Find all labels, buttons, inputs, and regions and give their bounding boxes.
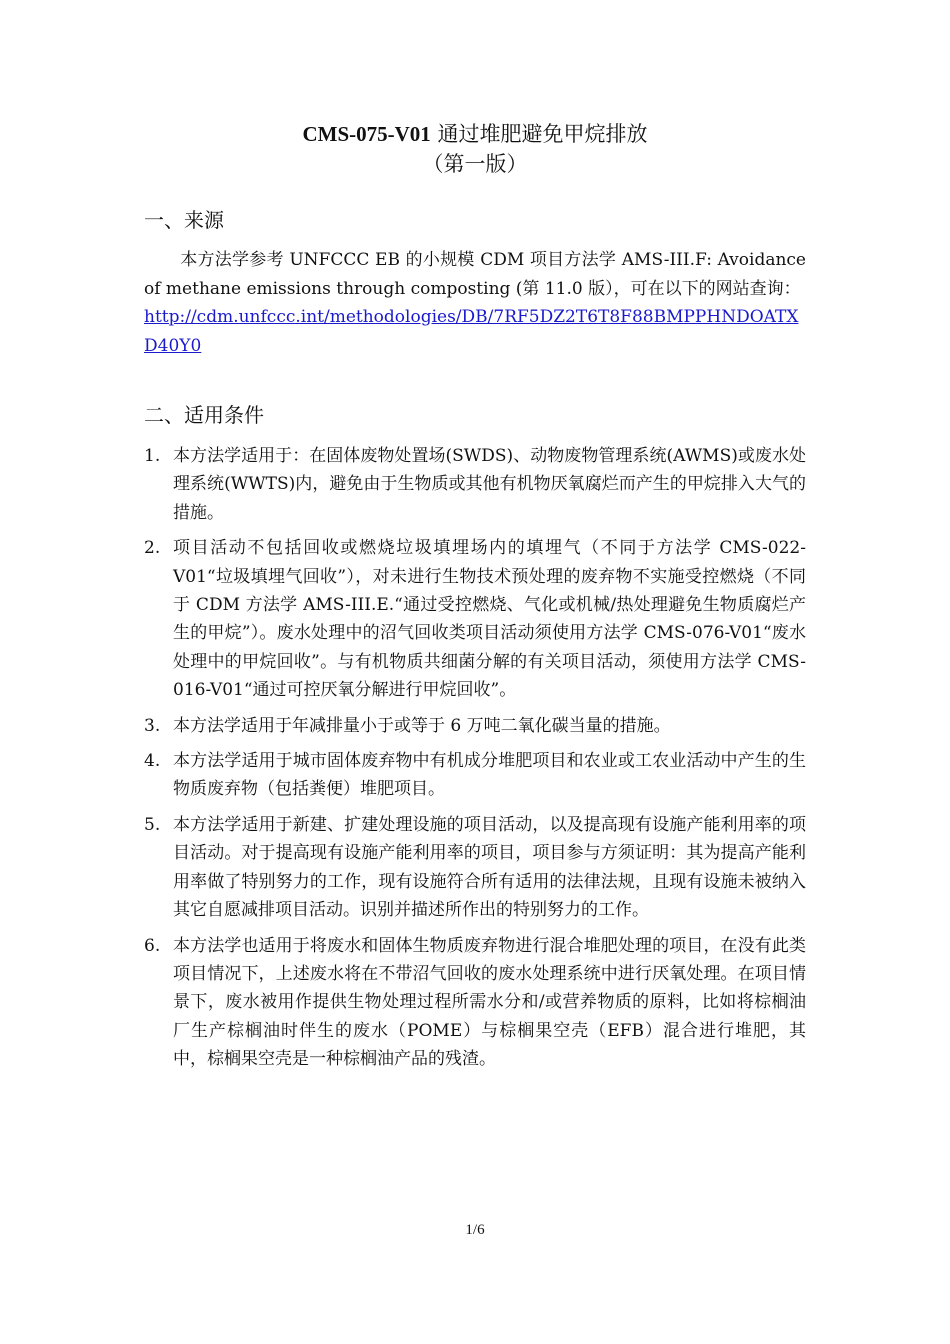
title-text: 通过堆肥避免甲烷排放 bbox=[437, 122, 648, 146]
page-subtitle: （第一版） bbox=[422, 152, 528, 176]
page-title bbox=[0, 119, 950, 149]
page-number: 1/6 bbox=[465, 1222, 485, 1238]
item-text: 本方法学适用于年减排量小于或等于 6 万吨二氧化碳当量的措施。 bbox=[173, 715, 671, 736]
item-text: 本方法学也适用于将废水和固体生物质废弃物进行混合堆肥处理的项目，在没有此类项目情况下，上述废水将在不带沼气回收的废水处理系统中进行厌氧处理。在项目情景下，废水被用作提供生物处理过程所需水分和/或营养物质的原料，比如将棕榈油厂生产棕榈油时伴生的废水（POME）与棕榈果空壳（EFB）混合进行堆肥，其中，棕榈果空壳是一种棕榈油产品的残渣。 bbox=[173, 935, 806, 1070]
applicability-list bbox=[144, 442, 806, 1081]
item-number: 5. bbox=[144, 814, 161, 835]
item-number: 4. bbox=[144, 751, 161, 772]
section-heading-applicability: 二、适用条件 bbox=[144, 403, 264, 427]
item-number: 6. bbox=[144, 935, 161, 956]
item-text: 本方法学适用于新建、扩建处理设施的项目活动，以及提高现有设施产能利用率的项目活动。对于提高现有设施产能利用率的项目，项目参与方须证明：其为提高产能利用率做了特别努力的工作，现有设施符合所有适用的法律法规，且现有设施未被纳入其它自愿减排项目活动。识别并描述所作出的特别努力的工作。 bbox=[173, 814, 806, 921]
list-item bbox=[144, 712, 806, 740]
list-item bbox=[144, 534, 806, 704]
item-text: 项目活动不包括回收或燃烧垃圾填埋场内的填埋气（不同于方法学 CMS-022-V01“垃圾填埋气回收”），对未进行生物技术预处理的废弃物不实施受控燃烧（不同于 CDM 方法学 AMS-III.E.“通过受控燃烧、气化或机械/热处理避免生物质腐烂产生的甲烷”）。废水处理中的沼气回收类项目活动须使用方法学 CMS-076-V01“废水处理中的甲烷回收”。与有机物质共细菌分解的有关项目活动，须使用方法学 CMS-016-V01“通过可控厌氧分解进行甲烷回收”。 bbox=[173, 538, 806, 701]
source-paragraph bbox=[144, 246, 806, 360]
source-text: 本方法学参考 UNFCCC EB 的小规模 CDM 项目方法学 AMS-III.F: Avoidance of methane emissions through composting (第 11.0 版），可在以下的网站查询： bbox=[144, 250, 806, 299]
list-item bbox=[144, 442, 806, 527]
methodology-link[interactable]: http://cdm.unfccc.int/methodologies/DB/7RF5DZ2T6T8F88BMPPHNDOATXD40Y0 bbox=[144, 307, 799, 356]
item-number: 3. bbox=[144, 715, 161, 736]
item-number: 2. bbox=[144, 538, 161, 559]
list-item bbox=[144, 932, 806, 1074]
item-text: 本方法学适用于：在固体废物处置场(SWDS)、动物废物管理系统(AWMS)或废水处理系统(WWTS)内，避免由于生物质或其他有机物厌氧腐烂而产生的甲烷排入大气的措施。 bbox=[173, 446, 806, 523]
item-text: 本方法学适用于城市固体废弃物中有机成分堆肥项目和农业或工农业活动中产生的生物质废弃物（包括粪便）堆肥项目。 bbox=[173, 751, 806, 800]
list-item bbox=[144, 747, 806, 804]
section-heading-source: 一、来源 bbox=[144, 208, 224, 232]
title-code: CMS-075-V01 bbox=[302, 122, 431, 146]
item-number: 1. bbox=[144, 446, 161, 466]
list-item bbox=[144, 811, 806, 925]
